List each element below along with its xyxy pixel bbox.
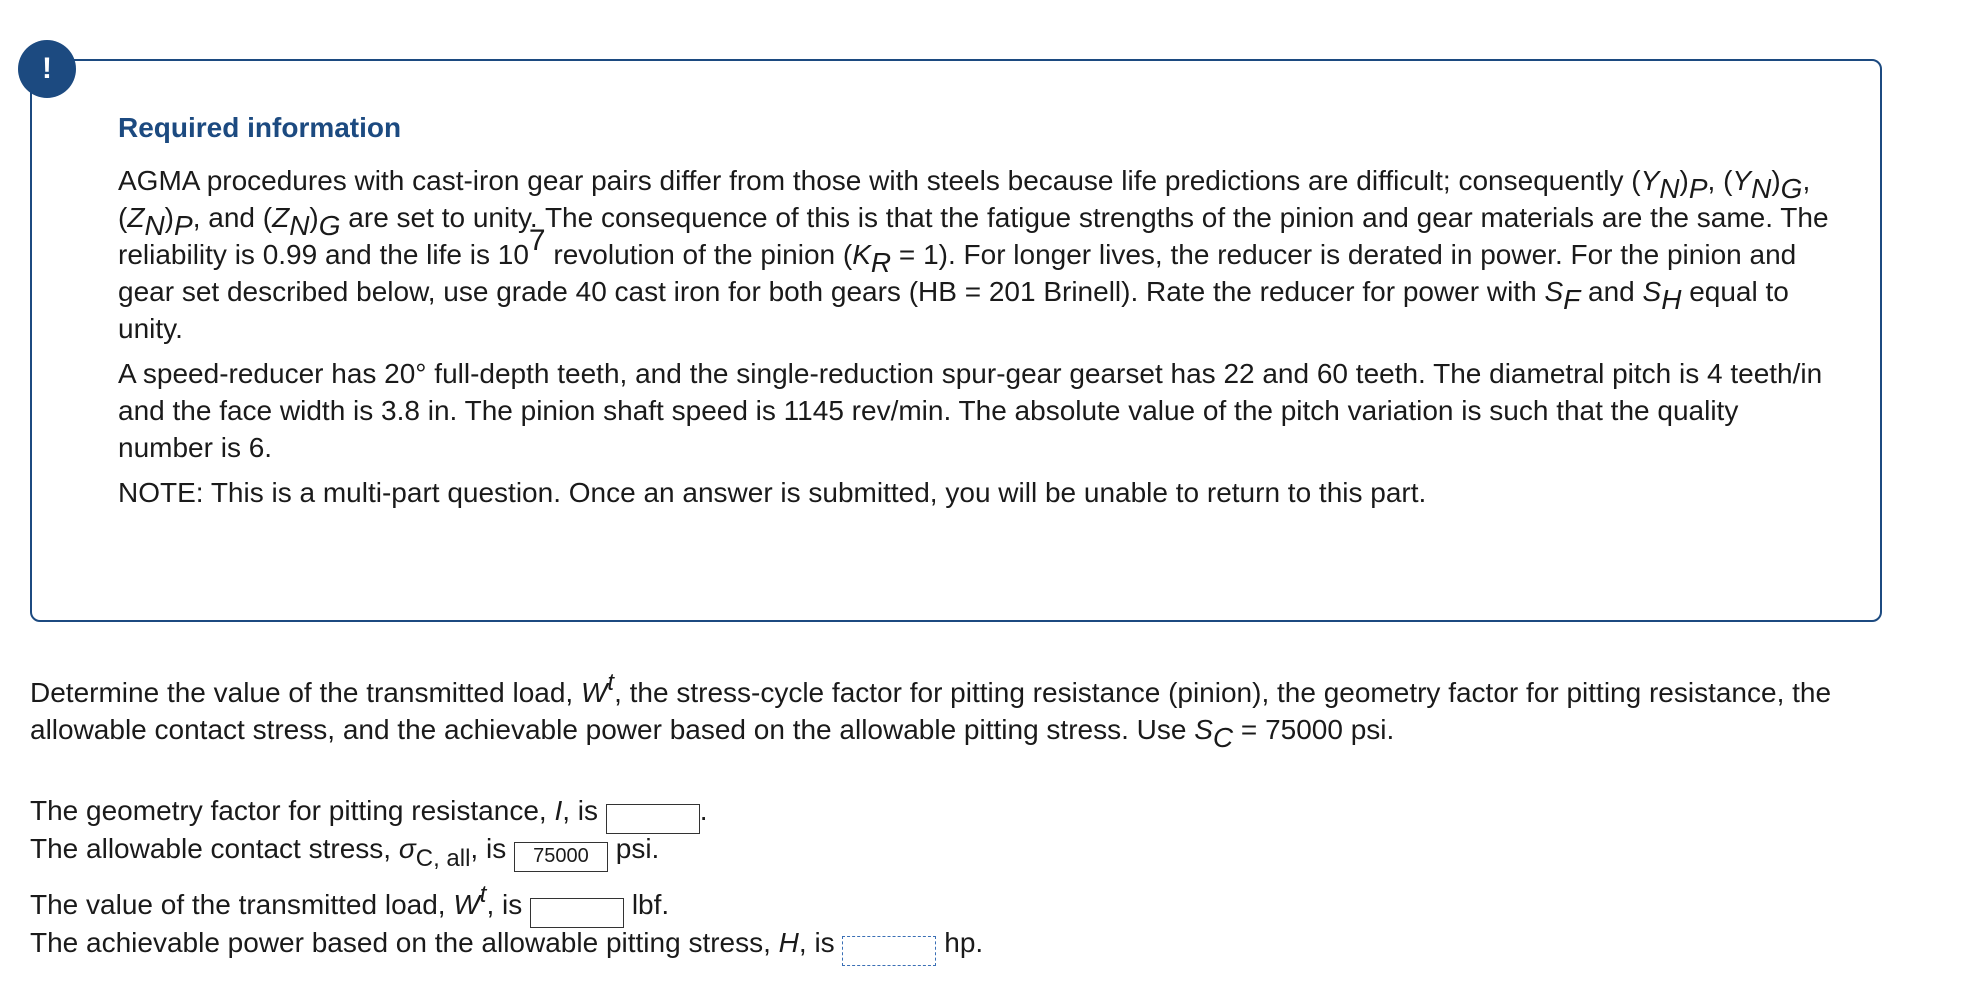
alert-icon: ! — [18, 40, 76, 98]
geometry-factor-line: The geometry factor for pitting resistance, I, is . — [30, 792, 1930, 830]
answer-section — [30, 792, 1930, 962]
question-text: Determine the value of the transmitted load, $W^t$, the stress-cycle factor for pitting resistance (pinion), the geometry factor for pitting resistance, the allowable contact stress, and the achievable power based on the allowable pitting stress. Use $S_C = 75000$ psi. — [30, 669, 1832, 753]
required-information-content — [118, 109, 1838, 511]
allowable-contact-stress-input[interactable] — [514, 842, 608, 872]
transmitted-load-input[interactable] — [530, 898, 624, 928]
achievable-power-input[interactable] — [842, 936, 936, 966]
geometry-factor-input[interactable] — [606, 804, 700, 834]
multi-part-note: NOTE: This is a multi-part question. Once an answer is submitted, you will be unable to return to this part. — [118, 477, 1427, 508]
allowable-contact-stress-line: The allowable contact stress, $\sigma_{C, all}$, is 75000 psi. — [30, 830, 1930, 868]
achievable-power-line: The achievable power based on the allowable pitting stress, H, is hp. — [30, 924, 1930, 962]
gearset-description-paragraph: A speed-reducer has 20° full-depth teeth, and the single-reduction spur-gear gearset has 22 and 60 teeth. The diametral pitch is 4 teeth/in and the face width is 3.8 in. The pinion shaft speed is 1145 rev/min. The absolute value of the pitch variation is such that the quality number is 6. — [118, 358, 1823, 463]
problem-intro-paragraph: AGMA procedures with cast-iron gear pairs differ from those with steels because life predictions are difficult; consequently $(Y_N)_P$, $(Y_N)_G$, $(Z_N)_P$, and $(Z_N)_G$ are set to unity. The consequence of this is that the fatigue strengths of the pinion and gear materials are the same. The reliability is 0.99 and the life is $10^7$ revolution of the pinion $(K_R = 1)$. For longer lives, the reducer is derated in power. For the pinion and gear set described below, use grade 40 cast iron for both gears (HB = 201 Brinell). Rate the reducer for power with $S_F$ and $S_H$ equal to unity. — [118, 165, 1829, 344]
transmitted-load-line: The value of the transmitted load, $W^t$, is lbf. — [30, 886, 1930, 924]
required-information-title: Required information — [118, 112, 402, 143]
required-information-box — [30, 59, 1882, 622]
